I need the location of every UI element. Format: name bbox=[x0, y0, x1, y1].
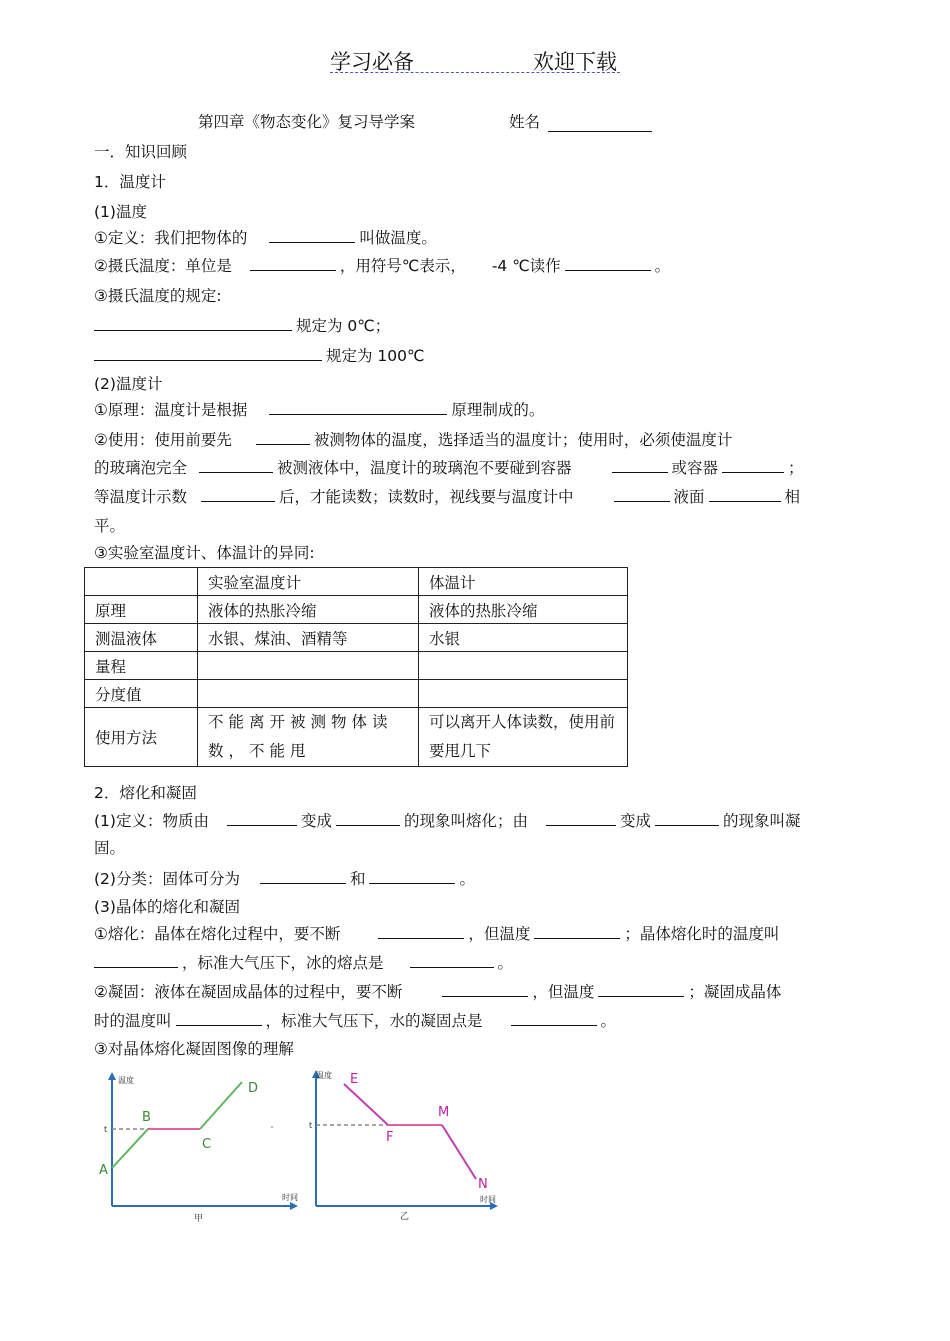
segment-ef bbox=[344, 1084, 388, 1125]
text-fragment: ①熔化：晶体在熔化过程中，要不断 bbox=[94, 925, 341, 943]
text-fragment: 或容器 bbox=[671, 459, 719, 477]
doc-title: 第四章《物态变化》复习导学案 bbox=[198, 113, 416, 131]
text-line bbox=[94, 809, 801, 831]
fill-blank[interactable] bbox=[250, 256, 336, 271]
y-axis-label: 温度 bbox=[316, 1071, 332, 1080]
text-fragment: 叫做温度。 bbox=[359, 229, 437, 247]
y-axis-arrow-icon bbox=[108, 1072, 116, 1080]
text-line: 平。 bbox=[94, 517, 126, 535]
point-label: A bbox=[99, 1163, 108, 1178]
text-fragment: 变成 bbox=[300, 812, 332, 830]
graph-caption: 乙 bbox=[400, 1212, 410, 1222]
text-line bbox=[94, 398, 544, 420]
t-label: t bbox=[104, 1125, 108, 1134]
table-row bbox=[85, 624, 628, 652]
text-fragment: 的现象叫熔化；由 bbox=[403, 812, 528, 830]
text-fragment: 。 bbox=[459, 870, 475, 888]
fill-blank[interactable] bbox=[534, 924, 620, 939]
fill-blank[interactable] bbox=[260, 869, 346, 884]
segment-cd bbox=[200, 1082, 242, 1129]
table-cell-blank[interactable] bbox=[419, 652, 628, 680]
text-line bbox=[94, 456, 804, 478]
point-label: M bbox=[438, 1105, 450, 1120]
text-fragment: -4 ℃读作 bbox=[491, 257, 561, 275]
text-fragment: ，标准大气压下，冰的熔点是 bbox=[182, 954, 384, 972]
subsection-heading: (2)温度计 bbox=[94, 375, 163, 393]
table-header-cell: 体温计 bbox=[419, 568, 628, 596]
table-cell: 水银 bbox=[419, 624, 628, 652]
table-cell: 不能离开被测物体读数，不能甩 bbox=[198, 708, 419, 767]
fill-blank[interactable] bbox=[442, 982, 528, 997]
table-cell-blank[interactable] bbox=[198, 652, 419, 680]
table-row bbox=[85, 596, 628, 624]
header-left-text: 学习必备 bbox=[330, 50, 414, 74]
text-fragment: 的玻璃泡完全 bbox=[94, 459, 188, 477]
point-label: D bbox=[248, 1081, 259, 1096]
text-line: 固。 bbox=[94, 839, 126, 857]
text-line bbox=[94, 485, 800, 507]
fill-blank[interactable] bbox=[378, 924, 464, 939]
table-cell: 液体的热胀冷缩 bbox=[419, 596, 628, 624]
name-blank[interactable] bbox=[548, 131, 652, 132]
text-line: ③实验室温度计、体温计的异同: bbox=[94, 544, 315, 562]
text-line bbox=[94, 922, 779, 944]
text-fragment: (1)定义：物质由 bbox=[94, 812, 209, 830]
point-label: E bbox=[350, 1072, 359, 1087]
fill-blank[interactable] bbox=[227, 811, 297, 826]
text-fragment: ，标准大气压下，水的凝固点是 bbox=[265, 1012, 483, 1030]
text-fragment: 规定为 0℃； bbox=[296, 317, 391, 335]
y-axis-label: 温度 bbox=[118, 1076, 134, 1085]
fill-blank[interactable] bbox=[336, 811, 400, 826]
text-fragment: ②使用：使用前要先 bbox=[94, 431, 232, 449]
fill-blank[interactable] bbox=[410, 953, 494, 968]
table-cell: 原理 bbox=[85, 596, 198, 624]
text-line bbox=[94, 344, 424, 366]
table-cell-blank[interactable] bbox=[419, 680, 628, 708]
thermometer-comparison-table bbox=[84, 567, 628, 767]
fill-blank[interactable] bbox=[598, 982, 684, 997]
table-cell-blank[interactable] bbox=[198, 680, 419, 708]
segment-mn bbox=[442, 1125, 476, 1179]
table-cell: 液体的热胀冷缩 bbox=[198, 596, 419, 624]
solidification-graph-yi bbox=[304, 1066, 514, 1226]
text-line bbox=[94, 951, 513, 973]
table-cell: 可以离开人体读数，使用前要甩几下 bbox=[419, 708, 628, 767]
text-fragment: 后，才能读数；读数时，视线要与温度计中 bbox=[279, 488, 574, 506]
text-fragment: ，用符号℃表示， bbox=[339, 257, 466, 275]
fill-blank[interactable] bbox=[176, 1011, 262, 1026]
fill-blank[interactable] bbox=[612, 458, 668, 473]
text-fragment: 相 bbox=[784, 488, 801, 506]
header-dashed-rule bbox=[330, 72, 620, 73]
text-fragment: ，但温度 bbox=[468, 925, 531, 943]
text-line bbox=[94, 428, 732, 450]
fill-blank[interactable] bbox=[94, 316, 292, 331]
x-axis-arrow-icon bbox=[290, 1202, 298, 1210]
table-header-row bbox=[85, 568, 628, 596]
fill-blank[interactable] bbox=[94, 346, 322, 361]
text-line: ③对晶体熔化凝固图像的理解 bbox=[94, 1040, 294, 1058]
table-cell: 测温液体 bbox=[85, 624, 198, 652]
fill-blank[interactable] bbox=[199, 458, 273, 473]
text-line bbox=[94, 867, 475, 889]
table-cell: 使用方法 bbox=[85, 708, 198, 767]
text-fragment: ；凝固成晶体 bbox=[688, 983, 782, 1001]
text-line bbox=[94, 980, 781, 1002]
text-fragment: ②凝固：液体在凝固成晶体的过程中，要不断 bbox=[94, 983, 403, 1001]
table-header-cell: 实验室温度计 bbox=[198, 568, 419, 596]
text-fragment: (2)分类：固体可分为 bbox=[94, 870, 240, 888]
fill-blank[interactable] bbox=[511, 1011, 597, 1026]
text-line bbox=[94, 226, 437, 248]
melting-graph-jia bbox=[96, 1068, 306, 1228]
text-line: ③摄氏温度的规定: bbox=[94, 287, 222, 305]
text-fragment: 。 bbox=[600, 1012, 617, 1030]
text-fragment: ，但温度 bbox=[532, 983, 595, 1001]
fill-blank[interactable] bbox=[369, 869, 455, 884]
fill-blank[interactable] bbox=[94, 953, 178, 968]
small-dot bbox=[271, 1126, 273, 1128]
point-label: F bbox=[386, 1130, 394, 1145]
text-line bbox=[94, 1009, 616, 1031]
subsection-heading: 1．温度计 bbox=[94, 173, 166, 191]
section-heading: 一．知识回顾 bbox=[94, 143, 188, 161]
fill-blank[interactable] bbox=[269, 228, 355, 243]
fill-blank[interactable] bbox=[546, 811, 616, 826]
segment-ab bbox=[112, 1129, 148, 1168]
x-axis-label: 时间 bbox=[282, 1193, 298, 1202]
table-row bbox=[85, 652, 628, 680]
text-line bbox=[94, 314, 390, 336]
fill-blank[interactable] bbox=[722, 458, 784, 473]
fill-blank[interactable] bbox=[565, 256, 651, 271]
table-cell: 分度值 bbox=[85, 680, 198, 708]
text-fragment: 。 bbox=[654, 257, 671, 275]
fill-blank[interactable] bbox=[709, 487, 781, 502]
text-fragment: ； bbox=[788, 459, 804, 477]
text-fragment: 被测液体中，温度计的玻璃泡不要碰到容器 bbox=[277, 459, 572, 477]
x-axis-label: 时间 bbox=[480, 1195, 496, 1204]
fill-blank[interactable] bbox=[655, 811, 719, 826]
table-row bbox=[85, 680, 628, 708]
text-fragment: 的现象叫凝 bbox=[723, 812, 801, 830]
fill-blank[interactable] bbox=[269, 400, 447, 415]
point-label: N bbox=[478, 1177, 488, 1192]
table-row bbox=[85, 708, 628, 767]
text-fragment: 液面 bbox=[673, 488, 705, 506]
text-fragment: 规定为 100℃ bbox=[326, 347, 425, 365]
name-label: 姓名 bbox=[509, 113, 541, 131]
text-fragment: 。 bbox=[497, 954, 514, 972]
table-header-cell bbox=[85, 568, 198, 596]
text-fragment: ；晶体熔化时的温度叫 bbox=[624, 925, 780, 943]
fill-blank[interactable] bbox=[201, 487, 275, 502]
t-label: t bbox=[309, 1121, 313, 1130]
subsection-heading: 2．熔化和凝固 bbox=[94, 784, 197, 802]
text-fragment: 原理制成的。 bbox=[451, 401, 545, 419]
subsection-heading: (1)温度 bbox=[94, 203, 147, 221]
header-right-text: 欢迎下载 bbox=[533, 50, 617, 74]
point-label: C bbox=[202, 1137, 212, 1152]
text-fragment: ②摄氏温度：单位是 bbox=[94, 257, 232, 275]
table-cell: 量程 bbox=[85, 652, 198, 680]
point-label: B bbox=[142, 1110, 151, 1125]
text-fragment: ①定义：我们把物体的 bbox=[94, 229, 248, 247]
graph-caption: 甲 bbox=[194, 1214, 204, 1224]
text-fragment: 被测物体的温度，选择适当的温度计；使用时，必须使温度计 bbox=[313, 431, 733, 449]
text-fragment: ①原理：温度计是根据 bbox=[94, 401, 248, 419]
text-fragment: 变成 bbox=[620, 812, 652, 830]
text-line: (3)晶体的熔化和凝固 bbox=[94, 898, 240, 916]
text-fragment: 和 bbox=[349, 870, 366, 888]
table-cell: 水银、煤油、酒精等 bbox=[198, 624, 419, 652]
fill-blank[interactable] bbox=[614, 487, 670, 502]
text-fragment: 时的温度叫 bbox=[94, 1012, 172, 1030]
fill-blank[interactable] bbox=[256, 430, 310, 445]
text-fragment: 等温度计示数 bbox=[94, 488, 188, 506]
text-line bbox=[94, 254, 670, 276]
